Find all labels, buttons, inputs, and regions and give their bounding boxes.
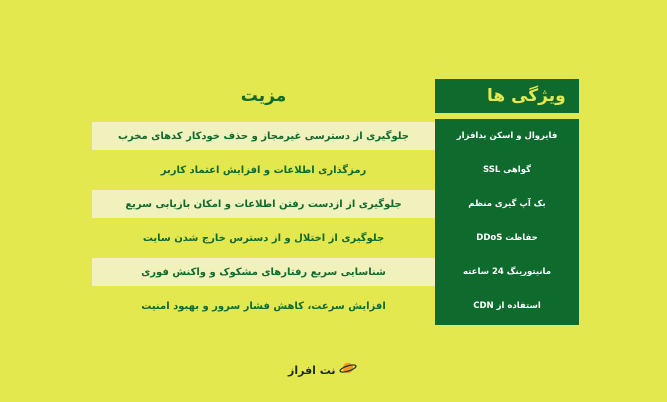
feature-header-label: ویژگی ها (487, 86, 566, 106)
table-row (92, 289, 579, 323)
table-body (92, 119, 579, 323)
feature-cell: حفاظت DDoS (476, 233, 538, 243)
benefit-column-header (92, 79, 435, 113)
table-row (92, 221, 579, 255)
benefit-cell: جلوگیری از دسترسی غیرمجاز و حذف خودکار کدهای مخرب (92, 122, 435, 150)
feature-cell: فایروال و اسکن بدافزار (456, 131, 558, 141)
benefit-cell: جلوگیری از ازدست رفتن اطلاعات و امکان بازیابی سریع (92, 190, 435, 218)
feature-column-header (435, 79, 579, 113)
planet-icon (339, 360, 357, 380)
comparison-table (92, 79, 579, 323)
feature-cell: بک آپ گیری منظم (468, 199, 546, 209)
brand-name: نت افراز (288, 363, 336, 377)
benefit-cell: افزایش سرعت، کاهش فشار سرور و بهبود امنیت (141, 300, 386, 312)
feature-cell: استفاده از CDN (473, 301, 541, 311)
benefit-cell: شناسایی سریع رفتارهای مشکوک و واکنش فوری (92, 258, 435, 286)
brand-logo (288, 360, 357, 380)
feature-cell: گواهی SSL (483, 165, 531, 175)
table-header (92, 79, 579, 113)
table-row (92, 187, 579, 221)
table-row (92, 153, 579, 187)
table-row (92, 255, 579, 289)
table-row (92, 119, 579, 153)
benefit-header-label: مزیت (240, 86, 287, 106)
feature-cell: مانیتورینگ 24 ساعته (463, 267, 551, 277)
benefit-cell: رمزگذاری اطلاعات و افزایش اعتماد کاربر (160, 164, 367, 176)
benefit-cell: جلوگیری از اختلال و از دسترس خارج شدن سایت (142, 232, 385, 244)
